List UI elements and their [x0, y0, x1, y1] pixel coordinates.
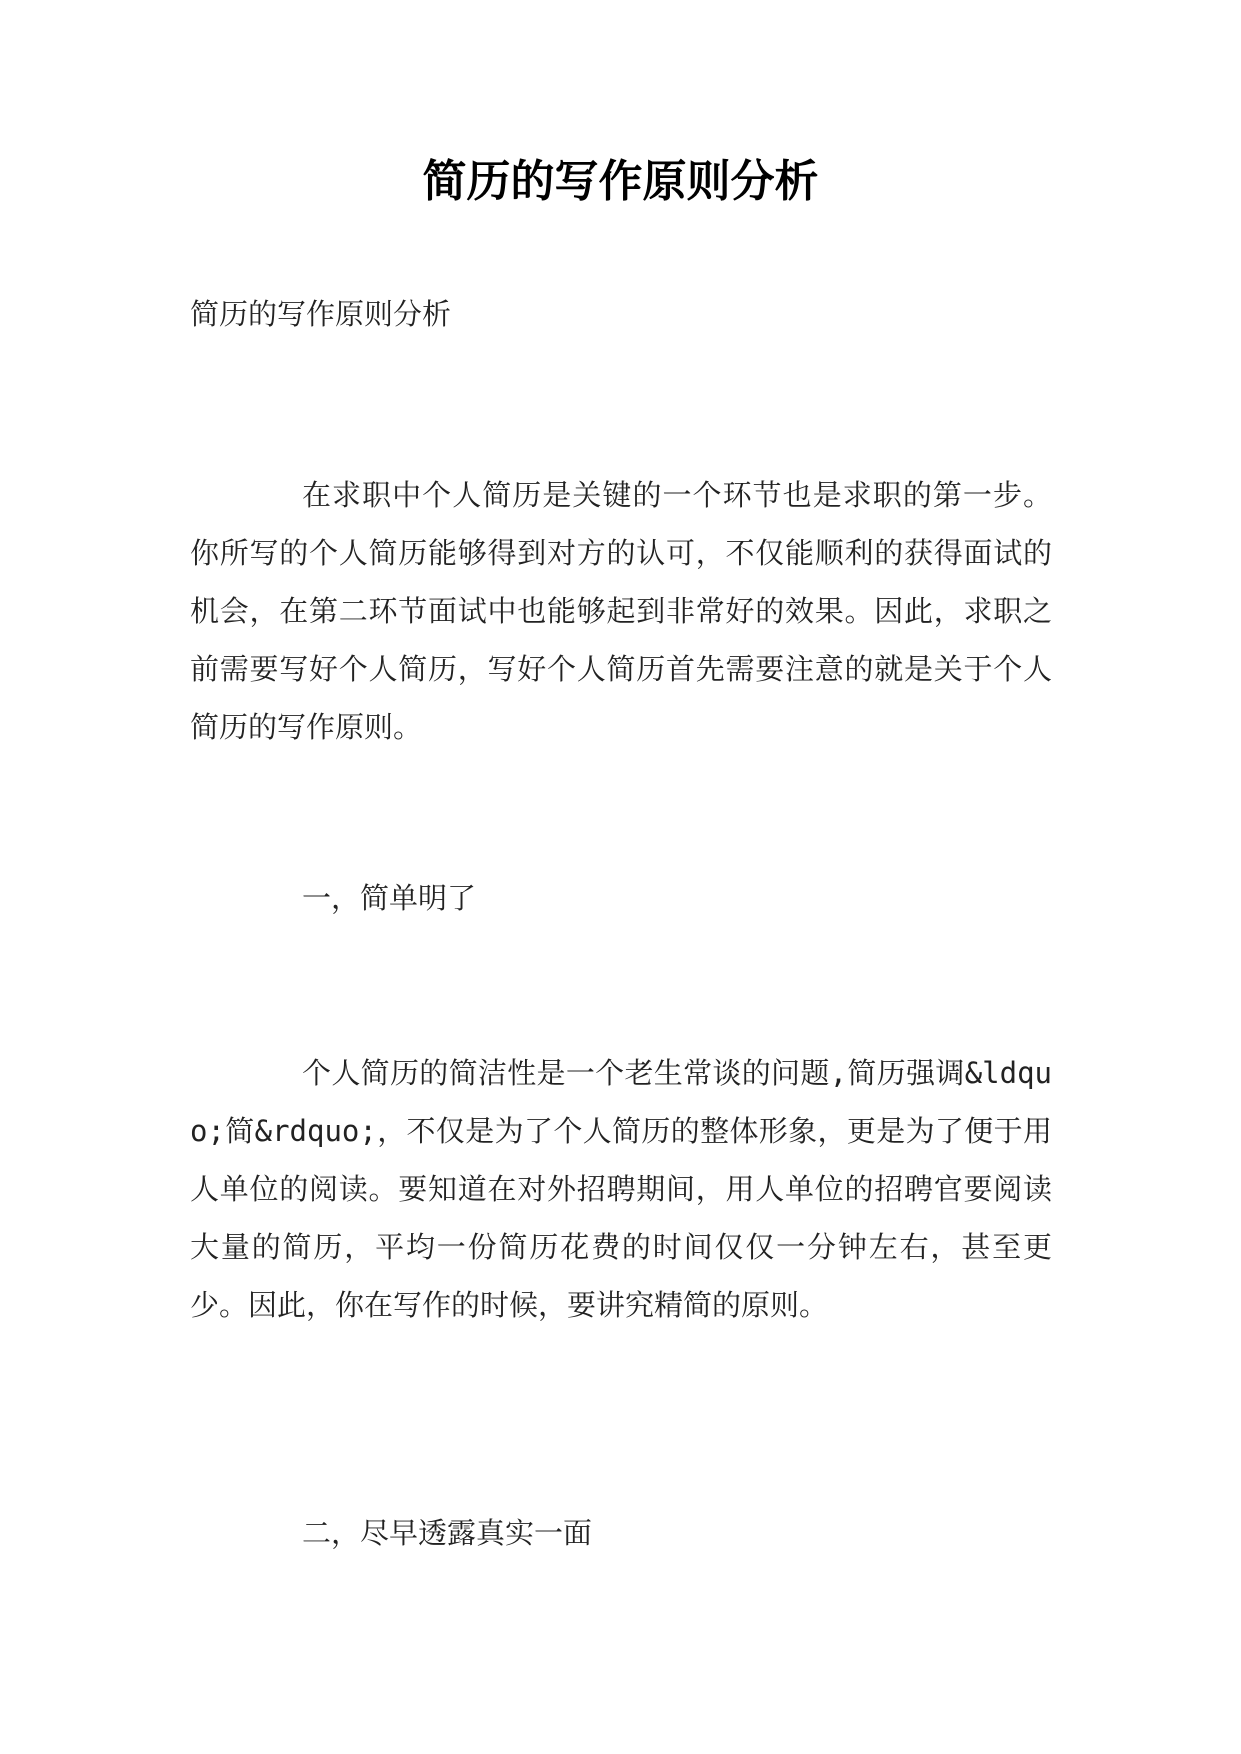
intro-paragraph: 在求职中个人简历是关键的一个环节也是求职的第一步。你所写的个人简历能够得到对方的认可，不仅能顺利的获得面试的机会，在第二环节面试中也能够起到非常好的效果。因此，求职之前需要写好个人简历，写好个人简历首先需要注意的就是关于个人简历的写作原则。 — [190, 478, 1052, 744]
document-title: 简历的写作原则分析 — [422, 156, 819, 207]
section-heading-2: 二，尽早透露真实一面 — [302, 1516, 593, 1550]
section-heading-1: 一，简单明了 — [302, 881, 477, 915]
document-subtitle: 简历的写作原则分析 — [190, 297, 452, 331]
section-1-paragraph: 个人简历的简洁性是一个老生常谈的问题,简历强调&ldquo;简&rdquo;，不仅是为了个人简历的整体形象，更是为了便于用人单位的阅读。要知道在对外招聘期间，用人单位的招聘官要阅读大量的简历，平均一份简历花费的时间仅仅一分钟左右，甚至更少。因此，你在写作的时候，要讲究精简的原则。 — [190, 1056, 1052, 1322]
